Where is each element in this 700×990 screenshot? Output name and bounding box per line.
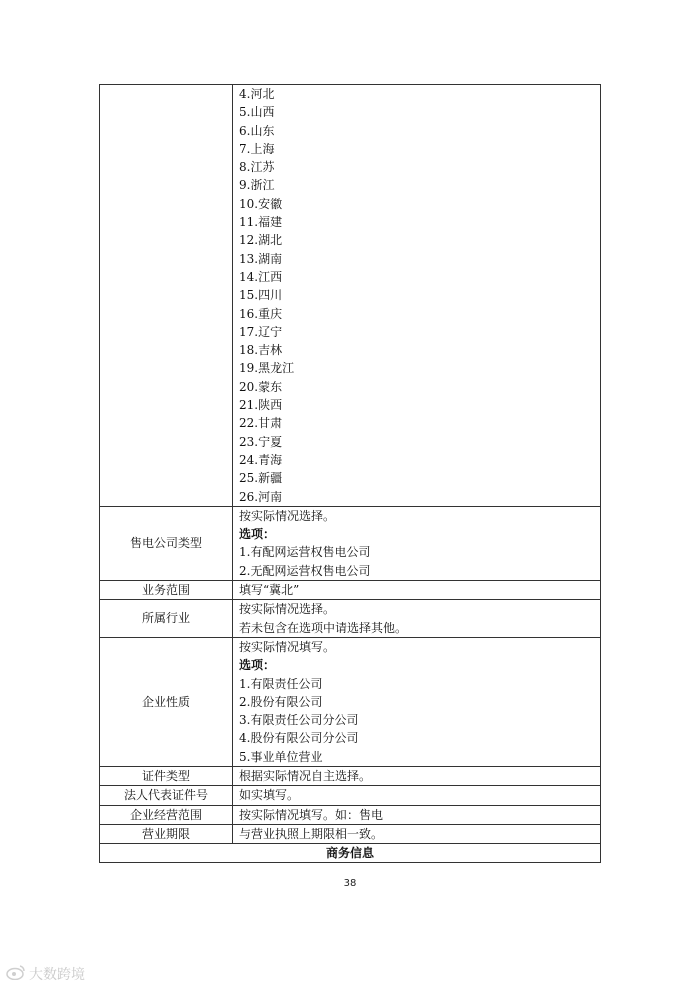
desc-line: 若未包含在选项中请选择其他。 [239, 620, 408, 635]
list-item: 14.江西 [239, 269, 283, 284]
page-number: 38 [343, 878, 357, 889]
table-row [100, 600, 601, 638]
list-item: 12.湖北 [239, 233, 283, 248]
table-row [100, 844, 601, 863]
options-heading: 选项： [239, 527, 276, 542]
operating-scope-desc [233, 805, 601, 824]
desc-line: 如实填写。 [239, 788, 300, 803]
enterprise-nature-label: 企业性质 [100, 637, 233, 766]
list-item: 16.重庆 [239, 306, 283, 321]
list-item: 24.青海 [239, 452, 283, 467]
list-item: 19.黑龙江 [239, 361, 295, 376]
operating-period-desc [233, 824, 601, 843]
list-item: 8.江苏 [239, 160, 275, 175]
list-item: 5.山西 [239, 105, 275, 120]
option-item: 2.无配网运营权售电公司 [239, 563, 371, 578]
operating-scope-label: 企业经营范围 [100, 805, 233, 824]
business-scope-label: 业务范围 [100, 581, 233, 600]
desc-line: 按实际情况填写。如：售电 [239, 807, 384, 822]
table-row [100, 581, 601, 600]
desc-line: 按实际情况选择。 [239, 508, 336, 523]
list-item: 22.甘肃 [239, 416, 283, 431]
list-item: 7.上海 [239, 141, 275, 156]
list-item: 26.河南 [239, 489, 283, 504]
desc-line: 与营业执照上期限相一致。 [239, 826, 384, 841]
table-row [100, 637, 601, 766]
field-spec-table [99, 84, 601, 863]
watermark-text: 大数跨境 [29, 967, 85, 983]
option-item: 4.股份有限公司分公司 [239, 731, 359, 746]
list-item: 6.山东 [239, 123, 275, 138]
table-row [100, 85, 601, 507]
company-type-label: 售电公司类型 [100, 506, 233, 580]
list-item: 9.浙江 [239, 178, 275, 193]
table-row [100, 824, 601, 843]
table-row [100, 805, 601, 824]
list-item: 21.陕西 [239, 398, 283, 413]
cert-type-label: 证件类型 [100, 766, 233, 785]
option-item: 1.有配网运营权售电公司 [239, 545, 371, 560]
list-item: 13.湖南 [239, 251, 283, 266]
list-item: 18.吉林 [239, 343, 283, 358]
list-item: 10.安徽 [239, 196, 283, 211]
industry-label: 所属行业 [100, 600, 233, 638]
list-item: 15.四川 [239, 288, 283, 303]
desc-line: 根据实际情况自主选择。 [239, 768, 372, 783]
list-item: 11.福建 [239, 215, 283, 230]
province-list-cell [233, 85, 601, 507]
list-item: 4.河北 [239, 87, 275, 101]
option-item: 1.有限责任公司 [239, 676, 323, 691]
business-scope-desc [233, 581, 601, 600]
table-row [100, 786, 601, 805]
desc-line: 按实际情况填写。 [239, 639, 336, 654]
legal-rep-cert-label: 法人代表证件号 [100, 786, 233, 805]
option-item: 3.有限责任公司分公司 [239, 713, 359, 728]
table-row [100, 506, 601, 580]
enterprise-nature-desc [233, 637, 601, 766]
cert-type-desc [233, 766, 601, 785]
weibo-icon [6, 964, 29, 984]
list-item: 23.宁夏 [239, 434, 283, 449]
company-type-desc [233, 506, 601, 580]
desc-line: 填写“冀北” [239, 583, 300, 598]
list-item: 25.新疆 [239, 471, 283, 486]
list-item: 20.蒙东 [239, 379, 283, 394]
section-header: 商务信息 [100, 844, 601, 863]
option-item: 5.事业单位营业 [239, 749, 323, 764]
industry-desc [233, 600, 601, 638]
table-label-cell [100, 85, 233, 507]
options-heading: 选项： [239, 658, 276, 673]
watermark [6, 964, 85, 984]
table-row [100, 766, 601, 785]
list-item: 17.辽宁 [239, 324, 283, 339]
desc-line: 按实际情况选择。 [239, 602, 336, 617]
legal-rep-cert-desc [233, 786, 601, 805]
operating-period-label: 营业期限 [100, 824, 233, 843]
option-item: 2.股份有限公司 [239, 694, 323, 709]
